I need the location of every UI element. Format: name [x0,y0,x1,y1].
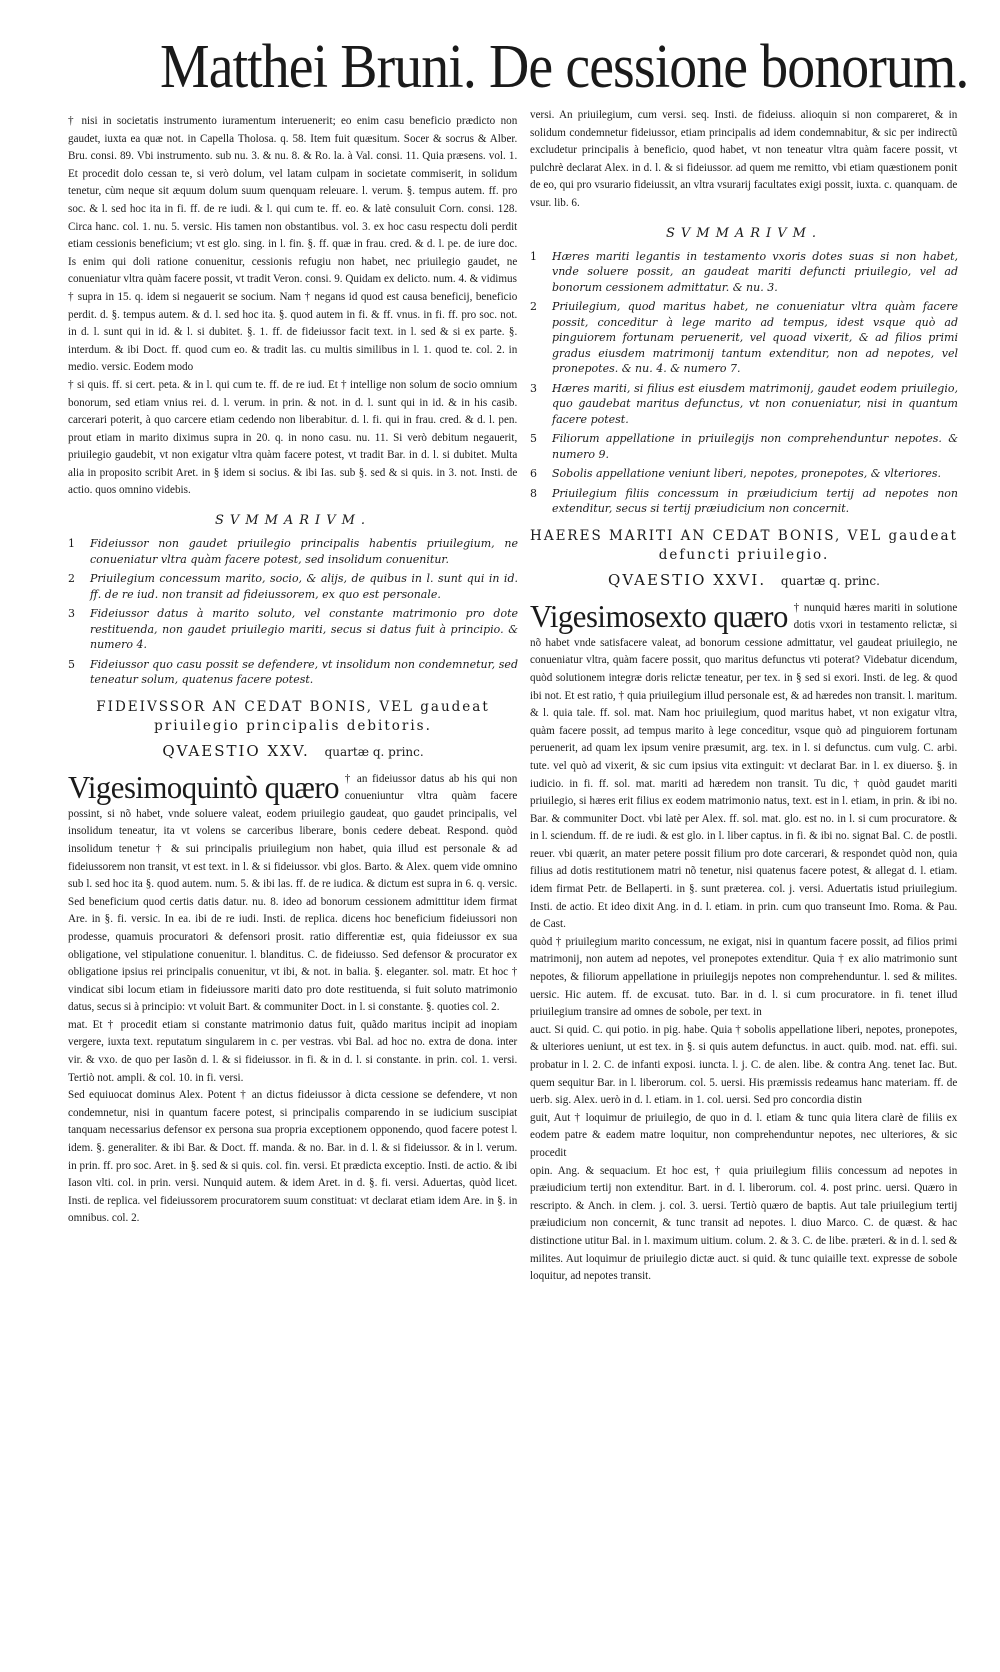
paragraph-text: † nisi in societatis instrumento iuramentum interuenerit; eo enim casu beneficio prædicto non gaudet, iuxta ea quæ not. in Capella Tholosa. q. 58. Item fuit quæsitum. Socer & socrus & Alber. Bru. consi. 89. Vbi instrumento. sub nu. 3. & nu. 8. & Ro. la. à Val. consi. 11. Quia præsens. vol. 1. Et procedit dolo cessan te, si verò dolum, vel latam culpam in societate commiserit, in solidum tenetur, cùm neque sit æquum dolum suum quenquam releuare. l. verum. §. tempus autem. ff. pro soc. & l. sed hoc ita in fi. ff. de re iudi. & l. qui cum te. ff. eo. & latè consuluit Corn. consi. 128. Circa hanc. col. 1. nu. 5. versic. His tamen non obstantibus. vol. 3. ex hoc casu respectu doli perdit etiam cessionis beneficium; vt est glo. sing. in l. fin. §. ff. quæ in frau. cred. & d. l. pe. de iure doc. Is enim qui doli ratione conuenitur, cessionis refugiu non habet, nec priuilegio gaudet, ne conueniatur vltra quàm facere possit, vt tradit Veron. consi. 9. Quidam ex delicto. num. 4. & vidimus [68,114,518,286]
summary-item [530,299,958,377]
paragraph [68,1016,517,1086]
right-body [530,106,957,212]
summary-number: 8 [530,486,537,500]
quaestio-label: QVAESTIO XXVI. [608,570,767,589]
paragraph [530,1109,957,1162]
paragraph-text: † an fideiussor datus ab his qui non conueniuntur vltra quàm facere possint, si nõ habet, vnde soluere valeat, eodem priuilegio gaudeat, quo gaudet principalis, vel insolidum teneatur, ita vt volens se carceribus liberare, bonis cedere debeat. Respond. quòd insolidum tenetur † & sui principalis priuilegium non habet, quia illud est personale & ad fideiussorem non transit, vt est text. in l. & si fideiussor. vbi glos. Barto. & Alex. quem vide omnino sub l. sed hoc ita §. quod autem. num. 5. & ibi las. ff. de re iudica. & dictum est supra in 6. q. versic. Sed beneficium quod certis datis datur. nu. 8. ideo ad bonorum cessionem admittitur idem firmat Are. in §. fi. versic. In ea. ibi de re iudi. Insti. de replica. dicens hoc beneficium fideiussori non prodesse, quamuis procuratori & defensori prosit. ratio differentiæ est, quia fideiussor ex sua obligatione, vel stipulatione conuenitur. l. blanditus. C. de fideiusso. Sed defensor & procurator ex obligatione ipsius rei principalis conuenitur, vt ibi, & not. in balia. §. eleganter. sol. matr. Et hoc † vindicat sibi locum etiam in fideiussore mariti dato pro dote restituenda, si fuit soluto matrimonio datus, secus si à principio: vt voluit Bart. & communiter Doct. in l. si constante. §. quoties col. 2. [68,771,518,1014]
paragraph-text: † nunquid hæres mariti in solutione dotis vxori in testamento relictæ, si nõ habet vnde satisfacere valeat, ad bonorum cessione admittatur, vel gaudeat priuilegio, ne conueniatur vltra, quàm facere possit, quo maritus defunctus vti poterat? Videbatur dicendum, quòd solutionem integræ doris relictæ teneatur, per tex. in § sed si exori. Insti. de leg. & quod ibi not. Et est ratio, † quia priuilegium illud personale est, & ad hæredes non transit. l. maritum. & l. quia tale. ff. sol. mat. Nam hoc priuilegium, quod maritus habet, vt non exigatur vltra, quàm facere possit, ad tempus marito à lege conceditur, vsque quò ad pinguiorem fortunam peruenerit, ad quam lex ipsum venire præsumit, arg. tex. in l. si defunctus. cum vulg. C. arbi. tute. vel quò ad vixerit, & sic cum ipsius vita extinguit: vt declarat Bar. in l. ex diuerso. §. in iudicio. in fi. ff. sol. mat. mariti ad hæredem non transit. Tu dic, † quòd gaudet mariti priuilegio, si hæres erit filius ex eodem matrimonio natus, text. est in l. etiam, in prin. & ibi no. Bar. & communiter Doct. vbi latè per Alex. ff. sol. mat. glo. est no. in l. si cum procuratore. & in l. sciendum. ff. de re iudi. & est glo. in l. liber captus. in fi. & ibi no. signat Bal. C. de postli. reuer. vbi quærit, an mater petere possit filium pro dote carcerari, & respondet quòd non, quia filius ad dotis restitutionem matri nõ tenetur, nisi quatenus facere potest, & allegat d. l. etiam. idem firmat Petr. de Bellaperti. in §. sunt præterea. col. j. versi. Aduertatis istud priuilegium. Insti. de actio. Et ideo dixit Ang. in d. l. etiam. in prin. cum quo transeunt Imo. Roma. & Pau. de Cast. [530,600,958,931]
summary-number: 3 [530,381,537,395]
paragraph-text: opin. Ang. & sequacium. Et hoc est, † quia priuilegium filiis concessum ad nepotes in præiudicium tertij non extenditur. Bart. in d. l. liberorum. col. 4. post princ. uersi. Quæro in rescripto. & Anch. in clem. j. col. 3. uersi. Tertiò quæro de baptis. Aut tale priuilegium tertij præiudicium non concernit, & tunc transit ad nepotes. l. diuo Marco. C. de quæst. & hac distinctione utitur Bal. in l. maximum uitium. colum. 2. & 3. C. de libe. præteri. & in d. l. sed & milites. Aut loquimur de priuilegio dictæ auct. si quid. & tunc quiaille text. expresse de sobole loquitur, ad nepotes transit. [530,1163,958,1283]
summary-item [68,571,518,602]
paragraph-text: mat. Et † procedit etiam si constante matrimonio datus fuit, quãdo maritus incipit ad inopiam vergere, iuxta text. reputatum singularem in c. per vestras. vbi Bal. ad hoc no. extra de dona. inter vir. & vxo. de quo per Iasõn d. l. & si fideiussor. in fi. & in d. l. si constante. in prin. col. 1. versi. Tertiò not. ampli. & col. 10. in fi. versi. [68,1017,518,1084]
paragraph-text: guit, Aut † loquimur de priuilegio, de quo in d. l. etiam & tunc quia litera clarè de filiis ex eodem patre & eadem matre loquitur, non comprehenduntur nepotes, nec ulteriores, & sic procedit [530,1110,958,1159]
paragraph-text: † si quis. ff. si cert. peta. & in l. qui cum te. ff. de re iud. Et † intellige non solum de socio omnium bonorum, sed etiam vnius rei. d. l. verum. in prin. & not. in d. l. sunt qui in id. & in his casib. carcerari poterit, à quo carcere etiam cedendo non liberabitur. d. l. fi. qui in frau. cred. & d. l. pen. prout etiam in marito diximus supra in 20. q. in nono casu. nu. 11. Si verò debitum negauerit, priuilegio gaudebit, vt non exigatur vltra quàm facere potest, vt tradit Bar. in d. l. si dubitet. Multa alia in proposito scribit Aret. in § idem si socius. & ibi Ias. sub §. sed & si quis. in 3. not. Insti. de actio. quos omnino videbis. [68,377,518,497]
summary-text: Priuilegium filiis concessum in præiudicium tertij ad nepotes non extenditur, secus si tertij præiudicium non concernit. [552,486,958,516]
paragraph [530,106,957,212]
quaestio-label: QVAESTIO XXV. [162,741,310,760]
summary-item [530,466,958,482]
quaestio-heading [68,742,518,760]
summary-number: 1 [68,537,75,551]
paragraph [68,1086,517,1227]
summary-heading: SVMMARIVM. [665,225,823,241]
summary-text: Filiorum appellatione in priuilegijs non comprehenduntur nepotes. & numero 9. [552,432,958,461]
summary-number: 2 [530,300,537,314]
quaestio-sub: quartæ q. princ. [324,744,424,759]
summary-number: 3 [68,607,75,621]
section-title: HAERES MARITI AN CEDAT BONIS, VEL gaudeat defuncti priuilegio. [530,527,958,563]
summary-item [530,381,958,428]
paragraph-text: quòd † priuilegium marito concessum, ne exigat, nisi in quantum facere possit, ad filios primi matrimonij, non autem ad nepotes, vel pronepotes extenditur. Quia † ex alio matrimonio sunt nepotes, & filiorum appellatione in priuilegijs nepotes non comprehenduntur. l. sed & milites. uersic. Hic autem. ff. de excusat. tuto. Bar. in d. l. si cum procuratore. in fi. tenet illud priuilegium transire ad omnes de sobole, per text. in [530,934,958,1019]
opening-initial: Vigesimosexto quæro [530,597,788,634]
left-body [68,112,517,499]
opening-initial: Vigesimoquintò quæro [68,768,340,805]
summary-number: 1 [530,249,537,263]
paragraph [530,933,957,1021]
left-column [68,112,518,1657]
summary-item [530,431,958,462]
summary-list [530,249,958,517]
summary-text: Fideiussor datus à marito soluto, vel constante matrimonio pro dote restituenda, non gaudet priuilegio mariti, secus si datus fuit à principio. & numero 4. [90,607,518,652]
paragraph-text: versi. An priuilegium, cum versi. seq. Insti. de fideiuss. alioquin si non compareret, & in solidum condemnetur fideiussor, etiam principalis ad idem condemnabitur, & sic per indirectũ excludetur principalis à beneficio, quod habet, vt non teneatur vltra quàm facere possit, vt pulchrè declarat Alex. in d. l. & si fideiussor. ad quem me remitto, vbi etiam quæstionem ponit de eo, qui pro vsurario fideiussit, an vltra vsurarij facultates exigi possit, iuxta. c. quanquam. de vsur. lib. 6. [530,108,958,209]
summary-text: Hæres mariti legantis in testamento vxoris dotes suas si non habet, vnde soluere possit, an gaudeat mariti defuncti priuilegio, vel ad bonorum cessionem admittatur. & nu. 3. [552,249,958,294]
quaestio-sub: quartæ q. princ. [780,573,880,588]
paragraph [68,288,517,376]
summary-text: Fideiussor quo casu possit se defendere, vt insolidum non condemnetur, sed teneatur solum, quatenus facere potest. [90,657,518,687]
summary-number: 6 [530,467,537,481]
summary-item [68,657,518,688]
right-column [530,106,958,1661]
paragraph-text: Sed equiuocat dominus Alex. Potent † an dictus fideiussor à dicta cessione se defendere, vt non condemnetur, nisi in quantum facere potest, si principalis comparendo in se iudicium suscipiat tanquam necessarius defensor ex persona sua propria exceptionem opponendo, quod facere potest l. idem. §. generaliter. & ibi Bar. & Doct. ff. manda. & no. Bar. in d. l. & si fideiussor. & in l. verum. in prin. ff. pro soc. Aret. in §. sed & si quis. col. fin. versi. Et prædicta exceptio. Insti. de actio. & ibi Iason vlti. col. in prin. versi. Nunquid autem. & idem Aret. in d. §. fi. versi. Aduertas, quòd licet. Insti. de replica. vel fideiussorem procuratorem suum constituat: vt declarat etiam idem Are. in §. in omnibus. col. 2. [68,1088,518,1225]
summary-number: 2 [68,572,75,586]
summary-number: 5 [530,432,537,446]
summary-item [68,536,518,567]
paragraph [530,1162,957,1285]
right-body-lower [530,599,957,1285]
summary-text: Sobolis appellatione veniunt liberi, nepotes, pronepotes, & vlteriores. [552,467,942,481]
left-body-lower [68,770,517,1227]
paragraph [530,1021,957,1109]
paragraph-text: auct. Si quid. C. qui potio. in pig. habe. Quia † sobolis appellatione liberi, nepotes, pronepotes, & ulteriores ueniunt, ut est tex. in §. si quis autem defunctus. in auct. quib. mod. nat. effi. sui. probatur in l. 2. C. de infanti exposi. iuncta. l. j. C. de alen. libe. & contra Ang. tenet Iac. But. quem sequitur Bar. in l. liberorum. col. 5. uersi. His præmissis redeamus hanc materiam. ff. de uerb. sig. Alex. uerò in d. l. etiam. in 1. col. uersi. Sed pro concordia distin [530,1022,958,1107]
summary-text: Hæres mariti, si filius est eiusdem matrimonij, gaudet eodem priuilegio, quo gaudebat maritus defunctus, vt non conueniatur, nisi in quantum facere potest. [552,381,958,426]
section-title: FIDEIVSSOR AN CEDAT BONIS, VEL gaudeat priuilegio principalis debitoris. [96,698,490,734]
paragraph [68,112,517,288]
summary-item [530,249,958,296]
quaestio-heading [530,571,958,589]
summary-list [68,536,518,688]
summary-text: Priuilegium concessum marito, socio, & alijs, de quibus in l. sunt qui in id. ff. de re iud. non transit ad fideiussorem, ex quo est personale. [90,572,518,601]
summary-number: 5 [68,657,75,671]
paragraph [68,376,517,499]
summary-text: Priuilegium, quod maritus habet, ne conueniatur vltra quàm facere possit, conceditur à lege marito ad tempus, idest vsque quò ad pinguiorem fortunam peruenerit, vel quoad vixerit, & ad filios primi gradus eiusdem matrimonij tantum extenditur, non ad nepotes, vel pronepotes. & nu. 4. & numero 7. [552,300,958,376]
summary-text: Fideiussor non gaudet priuilegio principalis habentis priuilegium, ne conueniatur vltra quàm facere potest, sed insolidum conuenitur. [90,537,518,566]
summary-item [68,606,518,653]
summary-item [530,486,958,517]
opening-paragraph [68,770,517,1016]
running-head: Matthei Bruni. De cessione bonorum. [160,33,969,101]
opening-paragraph [530,599,957,933]
paragraph-text: † supra in 15. q. idem si negauerit se socium. Nam † negans id quod est causa beneficij, beneficio perdit. d. §. tempus autem. & d. l. sed hoc ita. §. quod autem in fi. & ff. vnus. in fi. ff. pro soc. not. in d. l. sunt qui in id. & l. si dubitet. §. 1. ff. de fideiussor facit text. in l. sed & si ex parte. §. interdum. & ibi Doct. ff. quod cum eo. & tradit las. cu multis similibus in l. 1. quod te. col. 2. in medio. versic. Eodem modo [68,289,518,374]
summary-heading: SVMMARIVM. [214,513,372,529]
